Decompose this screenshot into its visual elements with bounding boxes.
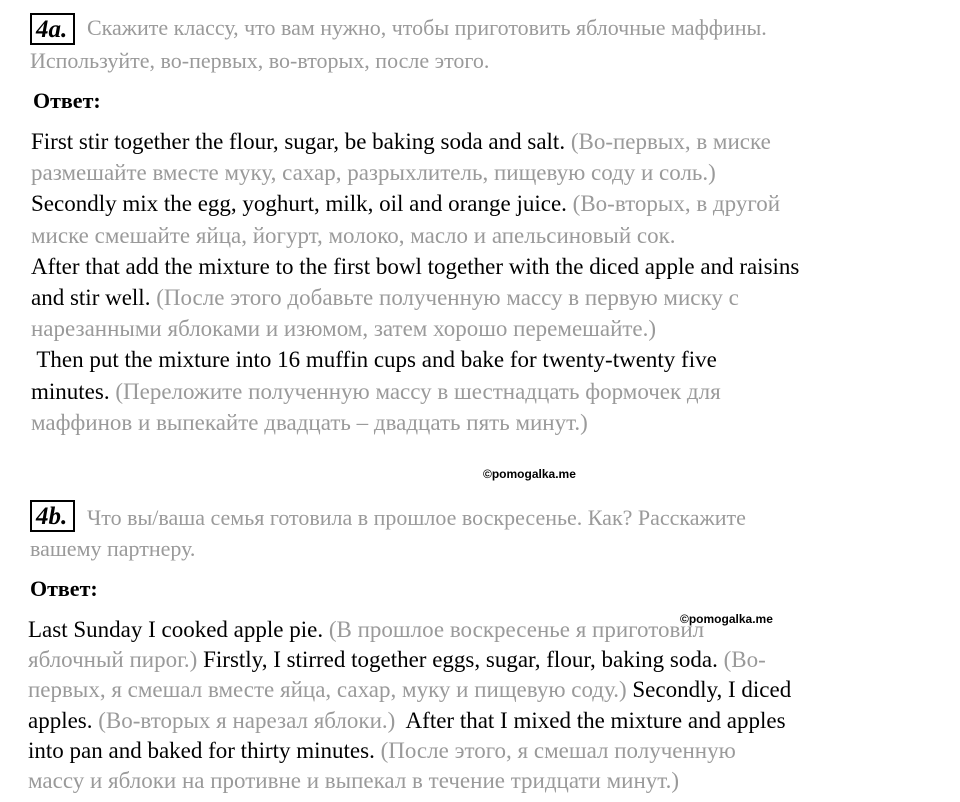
translation-text: яблочный пирог.): [28, 647, 204, 673]
task-4a-number: 4a.: [30, 13, 75, 45]
answer-text: After that I mixed the mixture and apples: [401, 707, 786, 733]
task-4a-answer-line: [31, 129, 771, 155]
watermark: ©pomogalka.me: [483, 467, 576, 481]
translation-text: первых, я смешал вместе яйца, сахар, муку и пищевую соду.): [28, 677, 633, 703]
answer-text: Then put the mixture into 16 muffin cups and bake for twenty-twenty five: [31, 347, 717, 373]
answer-text: Firstly, I stirred together eggs, sugar, flour, baking soda.: [203, 647, 724, 673]
task-4a-prompt-line1: Скажите классу, что вам нужно, чтобы приготовить яблочные маффины.: [87, 15, 767, 40]
answer-text: Secondly, I diced: [632, 677, 792, 703]
task-4a-answer-line: [31, 347, 717, 373]
translation-text: нарезанными яблоками и изюмом, затем хорошо перемешайте.): [31, 316, 657, 342]
answer-text: apples.: [28, 707, 99, 733]
answer-text: After that add the mixture to the first bowl together with the diced apple and raisins: [31, 253, 800, 279]
task-4b-answer-line: [28, 617, 704, 643]
translation-text: (Во-вторых, в другой: [572, 191, 780, 217]
task-4a-answer-line: [31, 316, 656, 342]
answer-text: into pan and baked for thirty minutes.: [28, 737, 381, 763]
translation-text: (Во-вторых я нарезал яблоки.): [98, 707, 402, 733]
translation-text: (Во-первых, в миске: [570, 129, 771, 154]
task-4b-header: [30, 500, 75, 532]
translation-text: (После этого, я смешал полученную: [380, 737, 736, 763]
translation-text: размешайте вместе муку, сахар, разрыхлитель, пищевую соду и соль.): [31, 160, 716, 186]
answer-text: and stir well.: [31, 285, 157, 310]
translation-text: массу и яблоки на противне и выпекал в течение тридцати минут.): [28, 768, 679, 793]
watermark: ©pomogalka.me: [680, 612, 773, 626]
translation-text: (Во-: [723, 647, 766, 673]
answer-text: First stir together the flour, sugar, be baking soda and salt.: [31, 129, 571, 154]
task-4b-number: 4b.: [30, 500, 75, 532]
translation-text: миске смешайте яйца, йогурт, молоко, масло и апельсиновый сок.: [31, 222, 676, 248]
answer-text: minutes.: [31, 378, 116, 404]
task-4b-answer-line: [28, 677, 791, 703]
task-4b-prompt-line1: Что вы/ваша семья готовила в прошлое воскресенье. Как? Расскажите: [87, 505, 746, 530]
task-4b-answer-line: [28, 708, 786, 734]
task-4a-header: [30, 13, 75, 45]
answer-text: Last Sunday I cooked apple pie.: [28, 617, 329, 642]
task-4a-answer-line: [31, 223, 676, 249]
translation-text: (В прошлое воскресенье я приготовил: [328, 617, 705, 642]
task-4b-answer-line: [28, 647, 766, 673]
translation-text: (После этого добавьте полученную массу в первую миску с: [156, 285, 739, 310]
task-4a-answer-line: [31, 160, 716, 186]
task-4a-answer-label: Ответ:: [33, 88, 101, 113]
translation-text: (Переложите полученную массу в шестнадцать формочек для: [115, 378, 721, 404]
task-4b-answer-label: Ответ:: [30, 576, 98, 601]
task-4a-answer-line: [31, 191, 780, 217]
task-4a-answer-line: [31, 285, 739, 311]
answer-text: Secondly mix the egg, yoghurt, milk, oil and orange juice.: [31, 191, 573, 217]
task-4a-answer-line: [31, 254, 799, 280]
task-4b-prompt-line2: вашему партнеру.: [30, 536, 196, 561]
translation-text: маффинов и выпекайте двадцать – двадцать пять минут.): [31, 409, 588, 435]
task-4b-answer-line: [28, 738, 736, 764]
task-4a-prompt-line2: Используйте, во-первых, во-вторых, после этого.: [30, 48, 490, 73]
task-4a-answer-line: [31, 379, 721, 405]
task-4b-answer-line: [28, 768, 679, 794]
task-4a-answer-line: [31, 410, 588, 436]
